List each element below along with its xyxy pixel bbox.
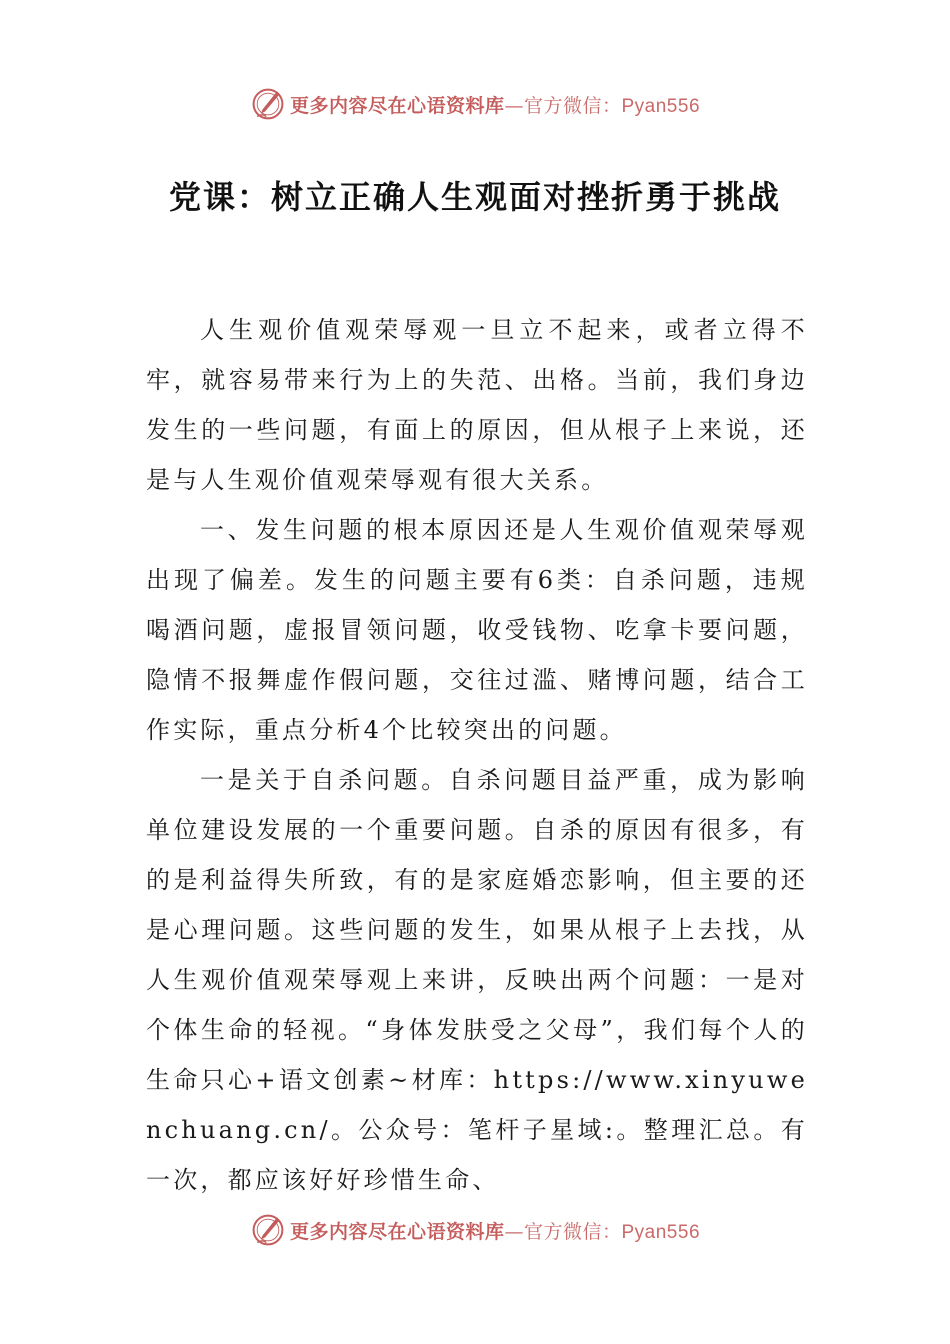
footer-banner-text	[290, 1217, 700, 1244]
header-wechat-id: Pyan556	[621, 95, 701, 117]
footer-banner	[0, 1210, 950, 1250]
header-brand: 更多内容尽在心语资料库	[289, 94, 505, 117]
quill-logo-icon	[250, 1212, 286, 1248]
footer-wechat-id: Pyan556	[621, 1221, 701, 1243]
header-banner-text	[290, 91, 700, 118]
document-title: 党课：树立正确人生观面对挫折勇于挑战	[168, 178, 781, 216]
quill-logo-icon	[250, 86, 286, 122]
paragraph: 一、发生问题的根本原因还是人生观价值观荣辱观出现了偏差。发生的问题主要有6类：自杀问题，违规喝酒问题，虚报冒领问题，收受钱物、吃拿卡要问题，隐情不报舞虚作假问题，交往过滥、赌博问题，结合工作实际，重点分析4个比较突出的问题。	[146, 516, 808, 744]
header-wechat-label: 官方微信：	[523, 94, 622, 117]
footer-brand: 更多内容尽在心语资料库	[289, 1220, 505, 1243]
paragraph: 一是关于自杀问题。自杀问题目益严重，成为影响单位建设发展的一个重要问题。自杀的原因有很多，有的是利益得失所致，有的是家庭婚恋影响，但主要的还是心理问题。这些问题的发生，如果从根子上去找，从人生观价值观荣辱观上来讲，反映出两个问题：一是对个体生命的轻视。“身体发肤受之父母”，我们每个人的生命只心+语文创素~材库：https://www.xinyuwenchuang.cn/。公众号：笔杆子星域:。整理汇总。有一次，都应该好好珍惜生命、	[146, 766, 808, 1194]
header-separator: —	[504, 94, 524, 117]
document-body	[146, 305, 808, 1205]
header-banner	[0, 84, 950, 124]
footer-separator: —	[504, 1220, 524, 1243]
paragraph: 人生观价值观荣辱观一旦立不起来，或者立得不牢，就容易带来行为上的失范、出格。当前，我们身边发生的一些问题，有面上的原因，但从根子上来说，还是与人生观价值观荣辱观有很大关系。	[146, 316, 808, 494]
footer-wechat-label: 官方微信：	[523, 1220, 622, 1243]
